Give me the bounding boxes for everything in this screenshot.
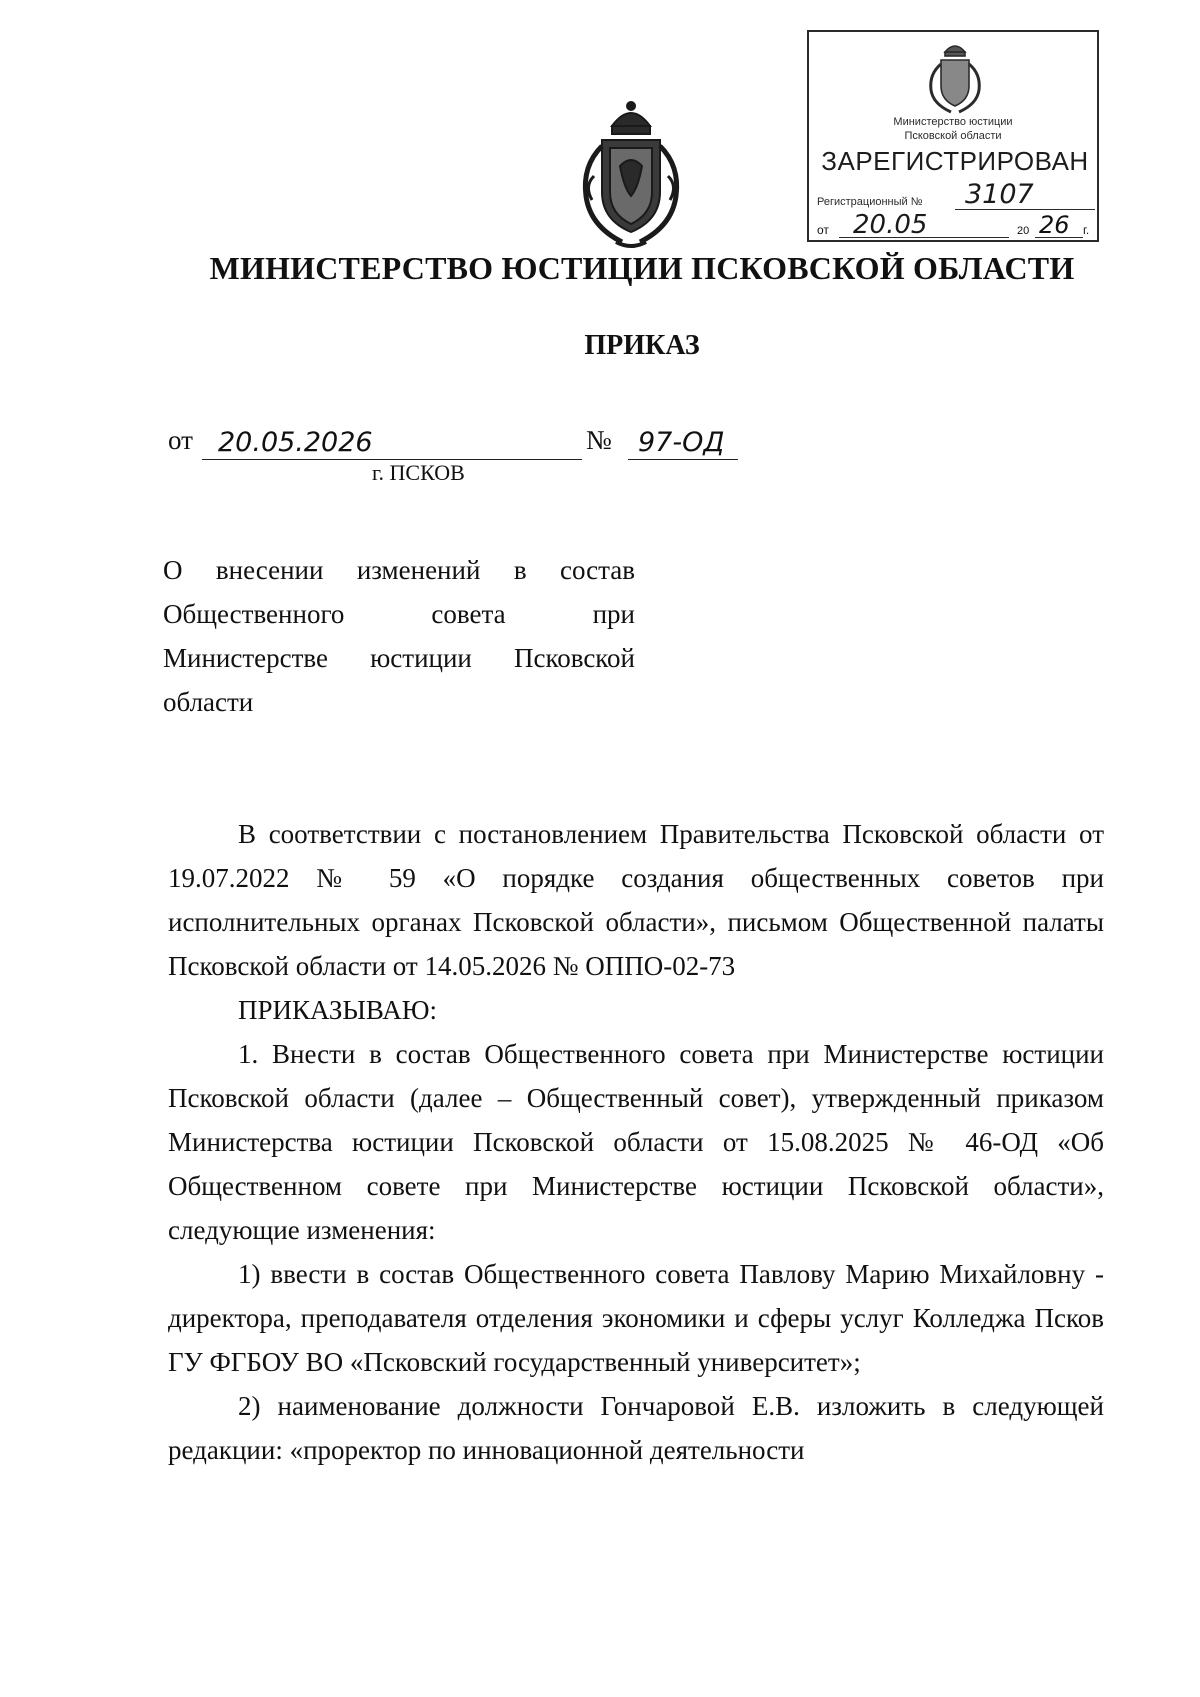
order-details xyxy=(168,420,768,460)
stamp-reg-number: 3107 xyxy=(965,179,1034,210)
order-number: 97-ОД xyxy=(638,427,725,458)
preamble-paragraph xyxy=(168,812,1104,988)
stamp-date: 20.05 xyxy=(853,210,928,240)
ministry-title: МИНИСТЕРСТВО ЮСТИЦИИ ПСКОВСКОЙ ОБЛАСТИ xyxy=(209,250,1075,286)
stamp-year: 26 xyxy=(1039,211,1070,239)
stamp-reg-number-label: Регистрационный № xyxy=(817,196,923,208)
document-type: ПРИКАЗ xyxy=(584,330,700,361)
stamp-year-suffix: г. xyxy=(1083,223,1090,237)
order-subject: О внесении изменений в состав Общественного совета при Министерстве юстиции Псковской области xyxy=(163,555,635,717)
stamp-organization-line2: Псковской области xyxy=(904,130,1002,142)
registration-stamp xyxy=(807,30,1099,242)
order-number-underline xyxy=(628,459,738,460)
item-1-2-text: 2) наименование должности Гончаровой Е.В. изложить в следующей редакции: «проректор по инновационной деятельности xyxy=(168,1391,1104,1465)
item-1-paragraph xyxy=(168,1032,1104,1252)
item-1-2-paragraph xyxy=(168,1384,1104,1472)
order-date: 20.05.2026 xyxy=(218,427,373,458)
order-word-paragraph xyxy=(168,988,1104,1032)
order-body xyxy=(168,812,1104,1472)
stamp-date-prefix: от xyxy=(817,223,829,237)
item-1-1-text: 1) ввести в состав Общественного совета Павлову Марию Михайловну - директора, преподавателя отделения экономики и сферы услуг Колледжа Псков ГУ ФГБОУ ВО «Псковский государственный университет»; xyxy=(168,1259,1104,1377)
order-date-prefix: от xyxy=(168,425,193,455)
preamble-text: В соответствии с постановлением Правительства Псковской области от 19.07.2022 № 59 «О порядке создания общественных советов при исполнительных органах Псковской области», письмом Общественной палаты Псковской области от 14.05.2026 № ОППО-02-73 xyxy=(168,819,1104,981)
stamp-organization-line1: Министерство юстиции xyxy=(893,116,1013,128)
stamp-reg-number-row xyxy=(817,179,1097,212)
item-1-text: 1. Внести в состав Общественного совета при Министерстве юстиции Псковской области (далее – Общественный совет), утвержденный приказом Министерства юстиции Псковской области от 15.08.2025 № 46-ОД «Об Общественном совете при Министерстве юстиции Псковской области», следующие изменения: xyxy=(168,1039,1104,1245)
order-city: г. ПСКОВ xyxy=(372,460,465,485)
order-word: ПРИКАЗЫВАЮ: xyxy=(238,995,437,1025)
stamp-emblem-icon xyxy=(923,38,987,116)
stamp-year-prefix: 20 xyxy=(1017,225,1030,237)
coat-of-arms-icon xyxy=(572,96,690,250)
stamp-status: ЗАРЕГИСТРИРОВАН xyxy=(821,146,1089,176)
stamp-date-row xyxy=(817,210,1097,240)
item-1-1-paragraph xyxy=(168,1252,1104,1384)
order-number-label: № xyxy=(586,425,612,455)
